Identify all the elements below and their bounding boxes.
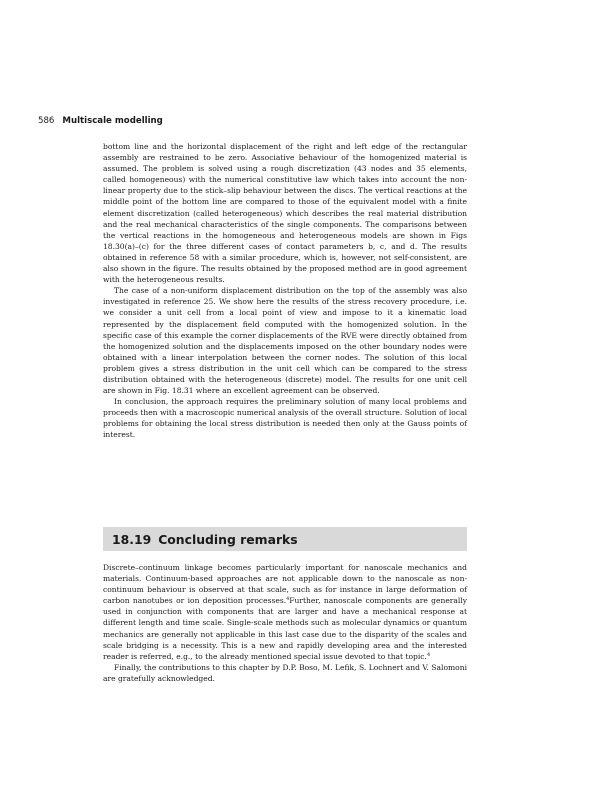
paragraph: The case of a non-uniform displacement distribution on the top of the assembly was also investigated in reference 25. We show here the results of the stress recovery procedure, i.e. we consider a unit cell from a local point of view and impose to it a kinematic load represented by the displacement field computed with the homogenized solution. In the specific case of this example the corner displacements of the RVE were directly obtained from the homogenized solution and the displacements imposed on the other boundary nodes were obtained with a linear interpolation between the corner nodes. The solution of this local problem gives a stress distribution in the unit cell which can be compared to the stress distribution obtained with the heterogeneous (discrete) model. The results for one unit cell are shown in Fig. 18.31 where an excellent agreement can be observed. xyxy=(103,286,467,396)
section-heading xyxy=(103,527,467,551)
chapter-title: Multiscale modelling xyxy=(62,116,163,126)
page-number: 586 xyxy=(38,116,55,126)
section-number: 18.19 xyxy=(112,531,152,547)
paragraph-text: Further, nanoscale components are generally used in conjunction with components that are larger and have a mechanical response at different length and time scale. Single-scale methods such as molecular dynamics or quantum mechanics are generally not applicable in this last case due to the disparity of the scales and scale bridging is a necessity. This is a new and rapidly developing area and the interested reader is referred, e.g., to the already mentioned special issue devoted to that topic. xyxy=(103,596,467,661)
body-text-lower xyxy=(103,562,467,684)
reference-superscript: 4 xyxy=(426,651,431,658)
paragraph-text: Discrete–continuum linkage becomes particularly important for nanoscale mechanics and materials. Continuum-based approaches are not applicable down to the nanoscale as non-continuum behaviour is observed at that scale, such as for instance in large deformation of carbon nanotubes or ion deposition processes. xyxy=(103,563,467,606)
reference-superscript: 4 xyxy=(286,596,290,603)
paragraph: bottom line and the horizontal displacement of the right and left edge of the rectangular assembly are restrained to be zero. Associative behaviour of the homogenized material is assumed. The problem is solved using a rough discretization (43 nodes and 35 elements, called homogeneous) with the numerical constitutive law which takes into account the non-linear property due to the stick–slip behaviour between the discs. The vertical reactions at the middle point of the bottom line are compared to those of the equivalent model with a finite element discretization (called heterogeneous) which describes the real material distribution and the real mechanical characteristics of the single components. The comparisons between the vertical reactions in the homogeneous and heterogeneous models are shown in Figs 18.30(a)–(c) for the three different cases of contact parameters b, c, and d. The results obtained in reference 58 with a similar procedure, which is, however, not self-consistent, are also shown in the figure. The results obtained by the proposed method are in good agreement with the heterogeneous results. xyxy=(103,142,467,285)
paragraph: Finally, the contributions to this chapter by D.P. Boso, M. Lefik, S. Lochnert and V. Salomoni are gratefully acknowledged. xyxy=(103,662,467,683)
paragraph: In conclusion, the approach requires the preliminary solution of many local problems and proceeds then with a macroscopic numerical analysis of the overall structure. Solution of local problems for obtaining the local stress distribution is needed then only at the Gauss points of interest. xyxy=(103,397,467,440)
section-title: Concluding remarks xyxy=(158,531,298,547)
body-text-upper xyxy=(103,141,467,441)
paragraph xyxy=(103,562,467,662)
running-header xyxy=(38,116,163,126)
